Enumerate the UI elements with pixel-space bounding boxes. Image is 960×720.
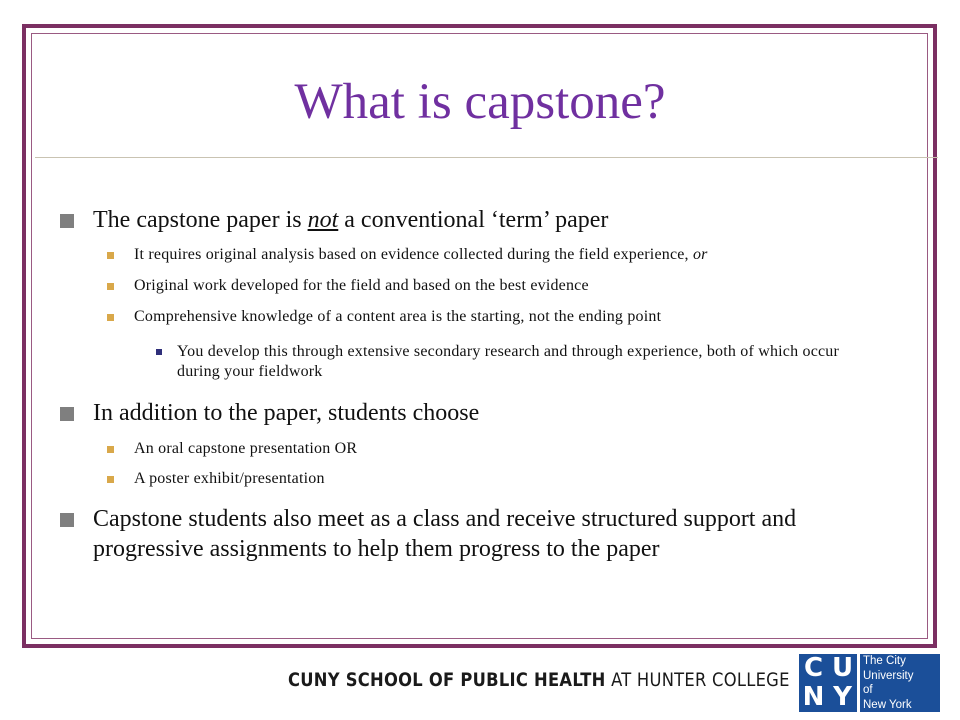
bullet-3: Capstone students also meet as a class and receive structured support and progressive assignments to help them progress to the paper bbox=[93, 504, 883, 564]
logo-letter: U bbox=[831, 653, 854, 683]
bullet-square-icon bbox=[107, 476, 114, 483]
bullet-2: In addition to the paper, students choose bbox=[93, 398, 883, 428]
bullet-square-icon bbox=[107, 252, 114, 259]
bullet-square-icon bbox=[60, 513, 74, 527]
bullet-square-icon bbox=[107, 446, 114, 453]
emphasis-or: or bbox=[692, 246, 708, 263]
bullet-2-sub-1: An oral capstone presentation OR bbox=[134, 439, 874, 459]
bullet-square-icon bbox=[107, 283, 114, 290]
cuny-logo bbox=[799, 654, 857, 712]
bullet-square-icon bbox=[60, 407, 74, 421]
bullet-1: The capstone paper is not a conventional ‘term’ paper bbox=[93, 205, 883, 235]
logo-letter: N bbox=[802, 682, 825, 712]
slide-title: What is capstone? bbox=[294, 74, 666, 130]
bullet-1-sub-1: It requires original analysis based on evidence collected during the field experience, or bbox=[134, 245, 874, 265]
bullet-square-icon bbox=[156, 349, 162, 355]
bullet-2-sub-2: A poster exhibit/presentation bbox=[134, 469, 874, 489]
cuny-logo-wordmark: The City University of New York bbox=[860, 654, 940, 712]
bullet-1-sub-2: Original work developed for the field and based on the best evidence bbox=[134, 276, 874, 296]
logo-letter: C bbox=[803, 653, 824, 683]
title-divider bbox=[35, 157, 938, 158]
bullet-square-icon bbox=[60, 214, 74, 228]
bullet-square-icon bbox=[107, 314, 114, 321]
bullet-1-sub-3: Comprehensive knowledge of a content area is the starting, not the ending point bbox=[134, 307, 874, 327]
school-name: CUNY SCHOOL OF PUBLIC HEALTH AT HUNTER COLLEGE bbox=[288, 669, 790, 691]
bullet-1-sub-3-sub-1: You develop this through extensive secondary research and through experience, both of which occur during your fieldwork bbox=[177, 342, 857, 382]
logo-letter: Y bbox=[833, 682, 852, 712]
emphasis-not: not bbox=[307, 207, 339, 233]
